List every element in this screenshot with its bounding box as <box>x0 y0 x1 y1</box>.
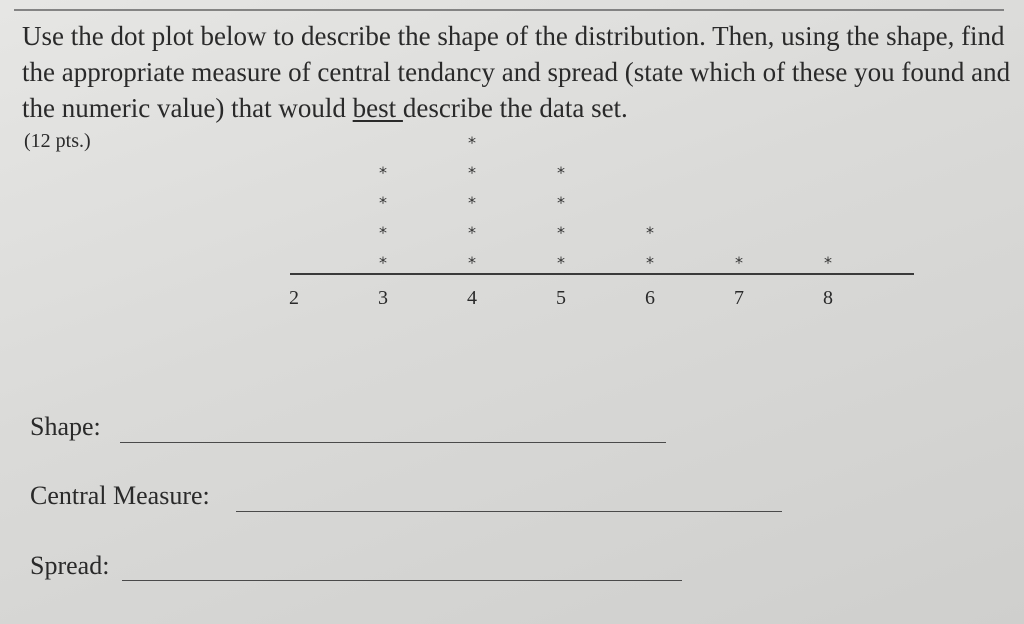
dot-mark: * <box>557 253 565 272</box>
dot-mark: * <box>557 193 565 212</box>
tick-label-5: 5 <box>556 287 566 309</box>
dot-mark: * <box>557 223 565 242</box>
dot-mark: * <box>379 253 387 272</box>
spread-label: Spread: <box>30 551 110 580</box>
points-label: (12 pts.) <box>24 130 91 152</box>
dot-mark: * <box>379 193 387 212</box>
central-measure-answer-line[interactable] <box>236 511 782 512</box>
dot-mark: * <box>468 253 476 272</box>
question-text-part-1: Use the dot plot below to describe the shape of the distribution. Then, using the shape, find the appropriate measure of central tendancy and spread (state which of these you found and the numeric value) that would <box>22 21 1011 123</box>
dot-mark: * <box>468 163 476 182</box>
question-text-emphasis: best <box>352 93 403 123</box>
tick-label-7: 7 <box>734 287 744 309</box>
tick-label-4: 4 <box>467 287 477 309</box>
question-text-part-2: describe the data set. <box>402 93 628 123</box>
dot-mark: * <box>824 253 832 272</box>
dot-mark: * <box>646 223 654 242</box>
dot-mark: * <box>468 223 476 242</box>
dot-mark: * <box>379 223 387 242</box>
dot-mark: * <box>468 133 476 152</box>
central-measure-label: Central Measure: <box>30 481 210 510</box>
tick-label-6: 6 <box>645 287 655 309</box>
spread-answer-line[interactable] <box>122 580 682 581</box>
dot-mark: * <box>468 193 476 212</box>
tick-label-8: 8 <box>823 287 833 309</box>
tick-labels <box>289 287 833 309</box>
dot-mark: * <box>735 253 743 272</box>
dot-mark: * <box>379 163 387 182</box>
tick-label-3: 3 <box>378 287 388 309</box>
shape-answer-line[interactable] <box>120 442 666 443</box>
dot-mark: * <box>646 253 654 272</box>
dot-mark: * <box>557 163 565 182</box>
dot-marks <box>379 133 832 272</box>
tick-label-2: 2 <box>289 287 299 309</box>
shape-label: Shape: <box>30 412 101 441</box>
